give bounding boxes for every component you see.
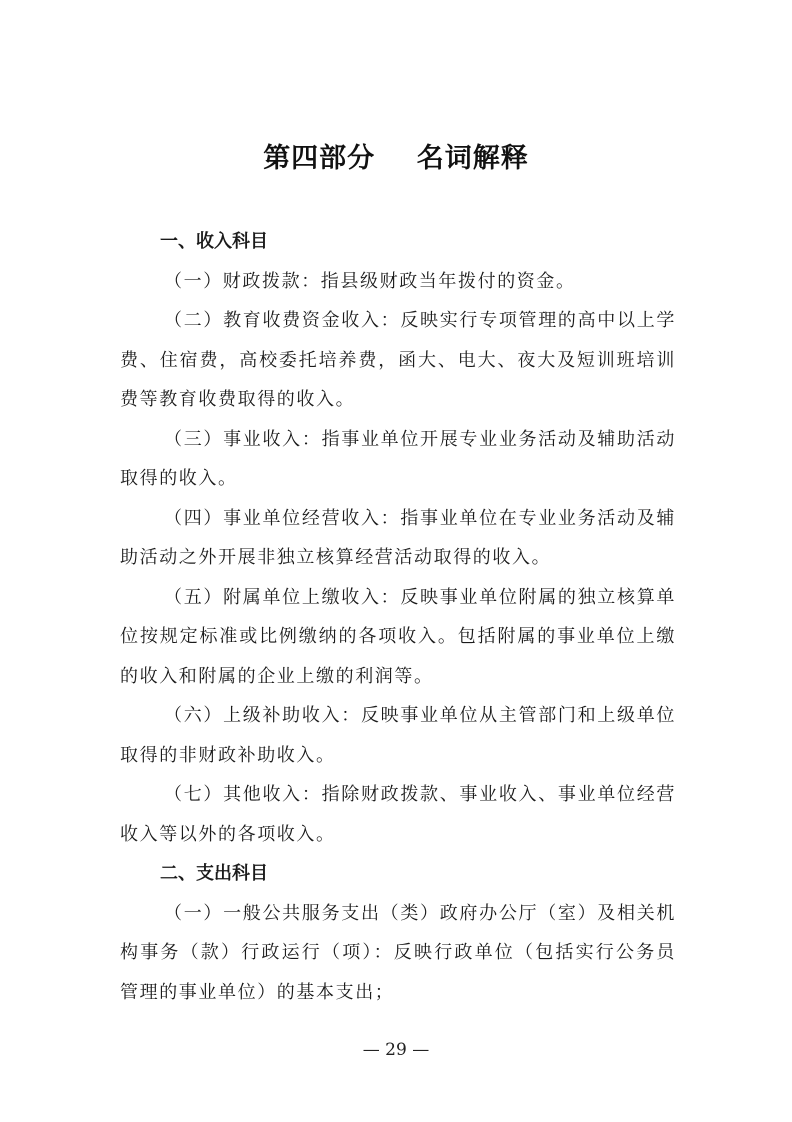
income-item-5: （五）附属单位上缴收入：反映事业单位附属的独立核算单位按规定标准或比例缴纳的各项收入。包括附属的事业单位上缴的收入和附属的企业上缴的利润等。 (120, 586, 676, 687)
income-item-4: （四）事业单位经营收入：指事业单位在专业业务活动及辅助活动之外开展非独立核算经营活动取得的收入。 (120, 507, 676, 568)
section-heading-expenditure: 二、支出科目 (160, 863, 268, 884)
page-title: 第四部分 名词解释 (263, 143, 529, 174)
income-item-7: （七）其他收入：指除财政拨款、事业收入、事业单位经营收入等以外的各项收入。 (120, 784, 676, 845)
income-item-3: （三）事业收入：指事业单位开展专业业务活动及辅助活动取得的收入。 (120, 428, 676, 489)
page-number: — 29 — (362, 1040, 430, 1060)
income-item-2: （二）教育收费资金收入：反映实行专项管理的高中以上学费、住宿费，高校委托培养费，函大、电大、夜大及短训班培训费等教育收费取得的收入。 (120, 310, 676, 410)
section-heading-income: 一、收入科目 (160, 231, 268, 252)
expenditure-item-1: （一）一般公共服务支出（类）政府办公厅（室）及相关机构事务（款）行政运行（项）：反映行政单位（包括实行公务员管理的事业单位）的基本支出； (120, 902, 676, 1003)
income-item-1: （一）财政拨款：指县级财政当年拨付的资金。 (164, 270, 576, 292)
income-item-6: （六）上级补助收入：反映事业单位从主管部门和上级单位取得的非财政补助收入。 (120, 705, 676, 766)
document-body (120, 222, 676, 1012)
